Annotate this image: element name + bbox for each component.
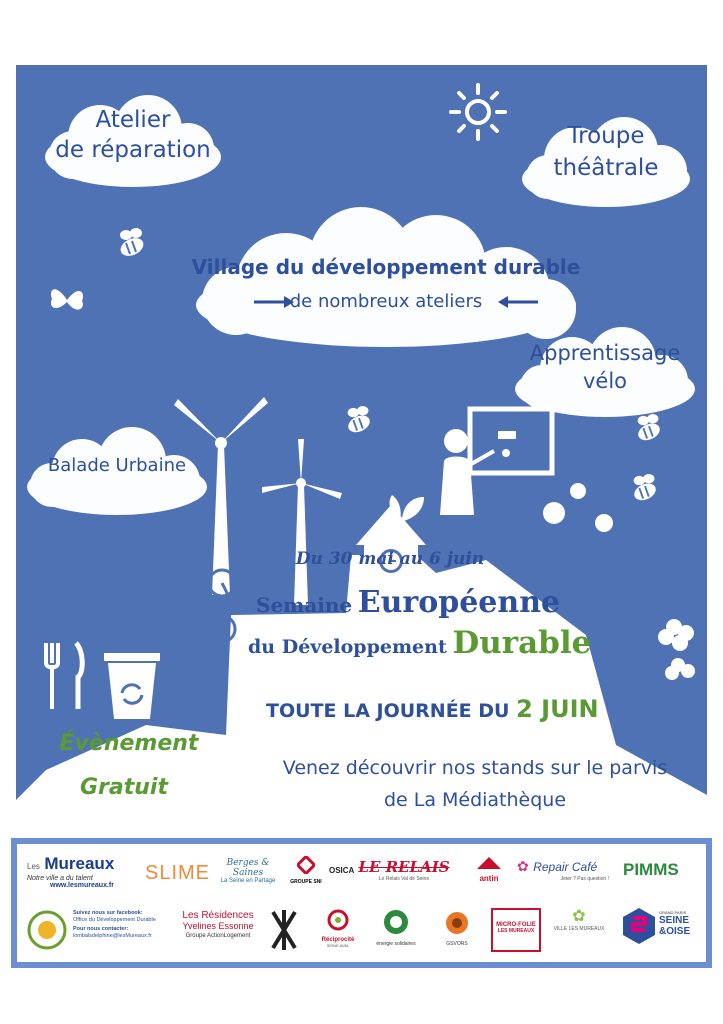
logo-residences [169, 910, 267, 939]
micro-folie-name: MICRO-FOLIE [496, 922, 536, 928]
butterfly-icon [46, 279, 88, 321]
logo-slime: SLIME [145, 862, 211, 884]
event-dates: Du 30 mai au 6 juin [295, 549, 485, 569]
office-dd-icon [27, 910, 67, 950]
logo-micro-folie [491, 908, 541, 952]
berges-saines-tagline: La Seine en Partage [220, 878, 276, 884]
gsvors-icon [443, 910, 471, 936]
logo-ville-mureaux [553, 908, 605, 932]
antin-label: antin [479, 874, 499, 883]
bee-icon [632, 413, 666, 447]
gratuit-line2: Gratuit [80, 775, 168, 800]
atelier-line1: Atelier [95, 107, 171, 133]
energie-label: énergie solidaires [376, 941, 416, 947]
wheat-icon [269, 908, 299, 952]
les-mureaux-les: Les [27, 862, 40, 871]
logo-energie [371, 908, 421, 947]
seine-oise-top: GRAND PARIS [659, 910, 687, 915]
gratuit-line1: Évènement [59, 731, 199, 756]
partners-panel [17, 844, 706, 962]
contact-label: Pour nous contacter: [73, 926, 129, 932]
residences-group: Groupe ActionLogement [185, 933, 251, 939]
venez-line2: de La Médiathèque [383, 789, 567, 811]
logo-office-dd [27, 910, 67, 955]
house-clock-icon [346, 495, 436, 595]
logo-osica: OSICA [329, 866, 355, 875]
title-semaine: Semaine [256, 593, 353, 617]
title-line2 [248, 625, 668, 661]
bee-icon [114, 227, 150, 263]
title-europeenne: Européenne [357, 585, 561, 620]
reciprocite-icon [326, 908, 350, 932]
venez-line1: Venez découvrir nos stands sur le parvis [282, 757, 668, 779]
journee-date: 2 JUIN [516, 695, 599, 723]
logo-les-mureaux [27, 854, 137, 889]
les-mureaux-name: Mureaux [44, 854, 115, 873]
contact-value: lombalsdelphine@lesMureaux.fr [73, 933, 152, 939]
poster [16, 65, 707, 830]
seine-oise-line2: &OISE [659, 926, 691, 937]
residences-sub: Yvelines Essonne [182, 921, 254, 931]
micro-folie-sub: LES MUREAUX [497, 928, 535, 934]
reciprocite-sub: SEINE AVAL [326, 943, 350, 948]
atelier-line2: de réparation [55, 137, 211, 163]
title-durable: Durable [452, 625, 592, 661]
apprentissage-line1: Apprentissage [529, 341, 681, 365]
recycle-bin-icon [102, 649, 162, 721]
troupe-line2: théâtrale [553, 155, 659, 181]
repair-gear-icon: ✿ [517, 858, 529, 874]
arrow-left-icon [496, 295, 540, 309]
repair-cafe-tagline: Jeter ? Pas question ! [560, 876, 609, 882]
repair-cafe-name: Repair Café [533, 860, 598, 874]
facebook-value: Office du Développement Durable [73, 917, 156, 923]
village-sub: de nombreux ateliers [289, 291, 483, 312]
bicycle-icon [194, 567, 250, 647]
logo-repair-cafe [517, 858, 617, 882]
berges-saines-name: Berges & Saines [226, 858, 270, 878]
troupe-line1: Troupe [567, 123, 645, 149]
journee-banner [266, 695, 666, 723]
les-mureaux-url: www.lesmureaux.fr [50, 882, 114, 889]
sun-icon [449, 83, 507, 141]
contact-block [73, 910, 167, 940]
facebook-label: Suivez nous sur facebook: [73, 910, 143, 916]
title-du-developpement: du Développement [248, 636, 447, 658]
title-line1 [256, 585, 656, 620]
residences-name: Les Résidences [182, 910, 254, 921]
seine-oise-icon [623, 908, 655, 944]
groupe-sni-label: GROUPE SNI [290, 879, 322, 885]
logo-reciprocite [313, 908, 363, 948]
journee-prefix: TOUTE LA JOURNÉE DU [266, 700, 517, 722]
antin-roof-icon [477, 857, 501, 869]
cloud-atelier [38, 93, 228, 193]
reciprocite-label: Réciprocité [321, 937, 355, 943]
logo-groupe-sni [287, 856, 325, 885]
ville-mureaux-label: VILLE LES MUREAUX [553, 926, 605, 932]
partners-footer [11, 838, 712, 968]
les-mureaux-tagline: Notre ville a du talent [27, 875, 93, 882]
children-icon [524, 483, 634, 593]
logo-antin [469, 856, 509, 883]
logo-berges-saines [213, 858, 283, 884]
logo-le-relais [357, 858, 451, 882]
apprentissage-line2: vélo [582, 369, 628, 393]
logo-gsvors [437, 910, 477, 947]
logo-pimms: PIMMS [623, 860, 679, 879]
balade-text: Balade Urbaine [47, 455, 187, 476]
seine-oise-line1: SEINE [659, 915, 690, 926]
logo-wheat [269, 908, 299, 957]
le-relais-tagline: Le Relais Val de Seine [378, 876, 430, 882]
cloud-troupe [516, 113, 696, 213]
fork-knife-icon [42, 641, 92, 711]
bee-icon [342, 405, 376, 439]
le-relais-name: LE RELAIS [358, 858, 450, 876]
energie-icon [382, 908, 410, 936]
ville-mureaux-flower-icon: ✿ [572, 908, 586, 925]
village-title: Village du développement durable [191, 255, 581, 279]
gsvors-label: GSVORS [446, 941, 468, 947]
sni-icon [297, 856, 315, 874]
